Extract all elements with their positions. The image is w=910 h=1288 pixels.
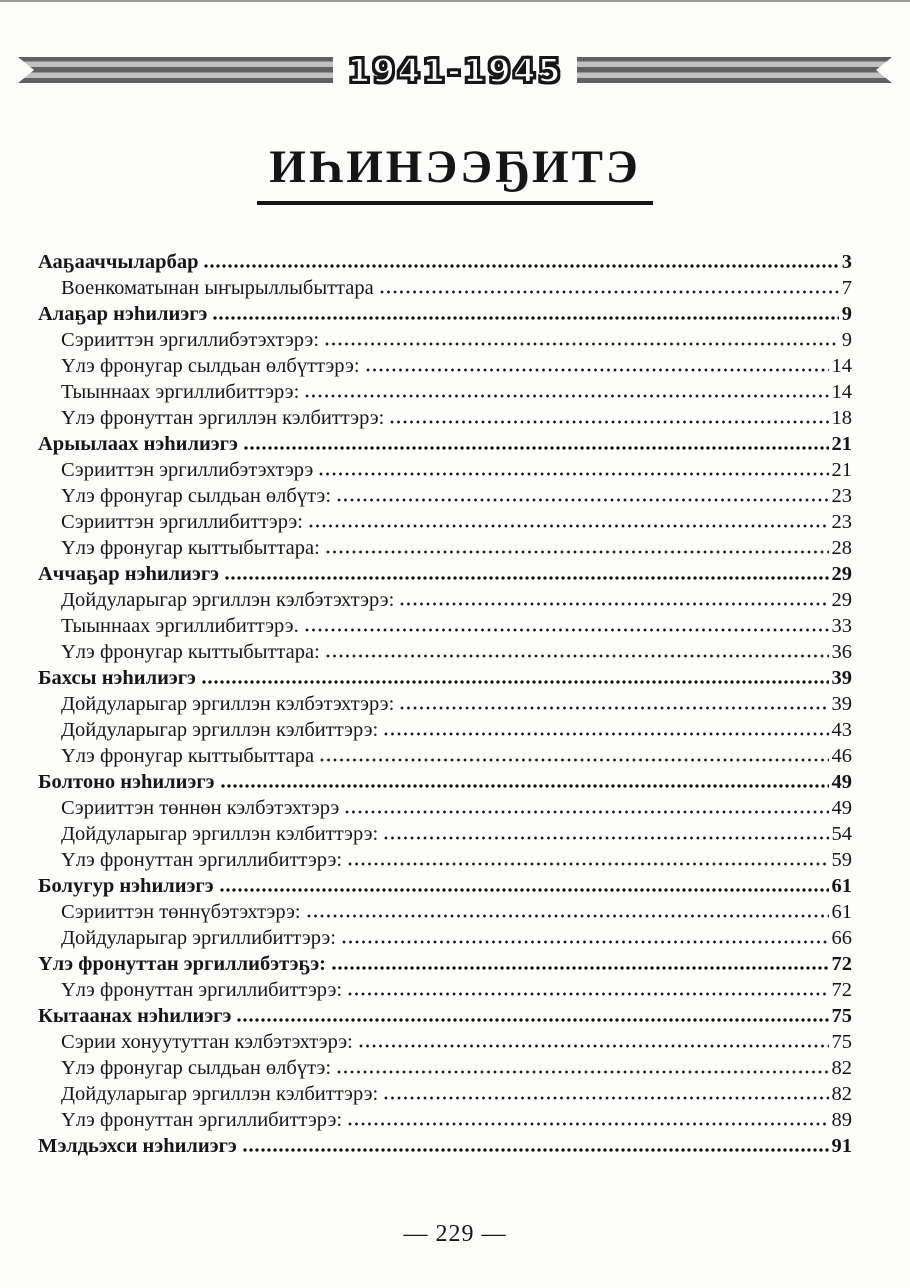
toc-entry-label: Сэрииттэн эргиллибиттэрэ: (61, 511, 303, 533)
toc-entry-page: 29 (831, 589, 852, 611)
dot-leader (366, 368, 829, 372)
toc-entry-page: 33 (831, 615, 852, 637)
toc-entry-label: Сэрииттэн төннөн кэлбэтэхтэрэ (61, 797, 340, 819)
toc-entry-page: 28 (831, 537, 852, 559)
toc-entry-label: Үлэ фронуттан эргиллибэтэҕэ: (38, 953, 327, 975)
title-block (0, 140, 910, 205)
toc-entry (38, 563, 852, 589)
toc-entry-page: 89 (831, 1109, 852, 1131)
dot-leader (332, 966, 828, 970)
toc-entry (38, 641, 852, 667)
toc-entry-label: Үлэ фронугар сылдьан өлбүтэ: (61, 1057, 332, 1079)
toc-entry (38, 1083, 852, 1109)
toc-entry-page: 21 (831, 459, 852, 481)
toc-entry (38, 927, 852, 953)
toc-entry-label: Үлэ фронугар кыттыбыттара (61, 745, 315, 767)
dot-leader (309, 524, 829, 528)
dot-leader (225, 576, 829, 580)
toc-entry (38, 719, 852, 745)
toc-entry-label: Арыылаах нэһилиэгэ (38, 433, 238, 455)
toc-entry-label: Сэрииттэн эргиллибэтэхтэрэ: (61, 329, 320, 351)
table-of-contents (38, 251, 852, 1161)
toc-entry-page: 66 (831, 927, 852, 949)
toc-entry (38, 277, 852, 303)
toc-entry-page: 61 (831, 901, 852, 923)
toc-entry-page: 39 (831, 693, 852, 715)
dot-leader (348, 992, 828, 996)
dot-leader (307, 914, 829, 918)
toc-entry (38, 797, 852, 823)
toc-entry-label: Үлэ фронугар сылдьан өлбүттэрэ: (61, 355, 360, 377)
toc-entry-label: Тыыннаах эргиллибиттэрэ. (61, 615, 299, 637)
toc-entry (38, 979, 852, 1005)
dot-leader (400, 602, 828, 606)
toc-entry (38, 407, 852, 433)
dot-leader (390, 420, 828, 424)
toc-entry-label: Сэрииттэн төннүбэтэхтэрэ: (61, 901, 301, 923)
dot-leader (384, 836, 828, 840)
toc-entry-page: 91 (831, 1135, 852, 1157)
dot-leader (342, 940, 829, 944)
ribbon-left-segment (18, 57, 333, 83)
page-title: ИҺИНЭЭҔИТЭ (257, 140, 653, 205)
toc-entry-page: 9 (841, 329, 852, 351)
toc-entry (38, 693, 852, 719)
toc-entry-page: 43 (831, 719, 852, 741)
toc-entry-page: 72 (831, 979, 852, 1001)
toc-entry (38, 485, 852, 511)
toc-entry-label: Дойдуларыгар эргиллэн кэлбиттэрэ: (61, 823, 379, 845)
toc-entry (38, 1057, 852, 1083)
dot-leader (244, 446, 829, 450)
toc-entry-page: 3 (841, 251, 852, 273)
dot-leader (305, 394, 828, 398)
toc-entry-page: 46 (831, 745, 852, 767)
toc-entry-label: Дойдуларыгар эргиллэн кэлбэтэхтэрэ: (61, 589, 395, 611)
toc-entry-page: 21 (831, 433, 852, 455)
toc-entry-page: 82 (831, 1083, 852, 1105)
dot-leader (243, 1148, 829, 1152)
dot-leader (319, 472, 828, 476)
toc-entry (38, 537, 852, 563)
toc-entry-label: Военкоматынан ыҥырыллыбыттара (61, 277, 374, 299)
toc-entry-label: Алаҕар нэһилиэгэ (38, 303, 208, 325)
toc-entry (38, 1005, 852, 1031)
toc-entry-label: Сэрииттэн эргиллибэтэхтэрэ (61, 459, 314, 481)
dot-leader (337, 1070, 828, 1074)
toc-entry (38, 901, 852, 927)
page-number: — 229 — (403, 1221, 507, 1247)
toc-entry-page: 29 (831, 563, 852, 585)
dot-leader (325, 342, 839, 346)
dot-leader (380, 290, 839, 294)
toc-entry-page: 9 (841, 303, 852, 325)
dot-leader (305, 628, 829, 632)
toc-entry (38, 1031, 852, 1057)
toc-entry-label: Тыыннаах эргиллибиттэрэ: (61, 381, 300, 403)
toc-entry-label: Үлэ фронугар кыттыбыттара: (61, 641, 320, 663)
toc-entry-label: Үлэ фронугар сылдьан өлбүтэ: (61, 485, 332, 507)
toc-entry-page: 49 (831, 797, 852, 819)
toc-entry (38, 381, 852, 407)
toc-entry-page: 82 (831, 1057, 852, 1079)
dot-leader (326, 550, 829, 554)
toc-entry-page: 36 (831, 641, 852, 663)
toc-entry-page: 7 (841, 277, 852, 299)
toc-entry (38, 823, 852, 849)
ribbon-years-label: 1941-1945 (347, 50, 563, 90)
dot-leader (348, 1122, 828, 1126)
toc-entry-label: Үлэ фронуттан эргиллибиттэрэ: (61, 979, 343, 1001)
toc-entry (38, 667, 852, 693)
toc-entry-label: Дойдуларыгар эргиллэн кэлбэтэхтэрэ: (61, 693, 395, 715)
toc-entry (38, 355, 852, 381)
toc-entry (38, 771, 852, 797)
toc-entry-label: Дойдуларыгар эргиллэн кэлбиттэрэ: (61, 1083, 379, 1105)
toc-entry-label: Мэлдьэхси нэһилиэгэ (38, 1135, 237, 1157)
toc-entry (38, 849, 852, 875)
toc-entry (38, 875, 852, 901)
toc-entry-page: 61 (831, 875, 852, 897)
toc-entry-page: 23 (831, 485, 852, 507)
toc-entry-page: 75 (831, 1005, 852, 1027)
toc-entry (38, 329, 852, 355)
toc-entry-page: 23 (831, 511, 852, 533)
dot-leader (359, 1044, 829, 1048)
ribbon-right-segment (577, 57, 892, 83)
toc-entry-label: Үлэ фронуттан эргиллибиттэрэ: (61, 849, 343, 871)
toc-entry (38, 953, 852, 979)
dot-leader (221, 784, 829, 788)
dot-leader (204, 264, 838, 268)
toc-entry (38, 433, 852, 459)
dot-leader (384, 1096, 828, 1100)
dot-leader (345, 810, 828, 814)
dot-leader (337, 498, 828, 502)
dot-leader (384, 732, 828, 736)
toc-entry (38, 511, 852, 537)
toc-entry (38, 303, 852, 329)
toc-entry-label: Болугур нэһилиэгэ (38, 875, 214, 897)
toc-entry-label: Дойдуларыгар эргиллэн кэлбиттэрэ: (61, 719, 379, 741)
toc-entry-label: Үлэ фронуттан эргиллибиттэрэ: (61, 1109, 343, 1131)
dot-leader (400, 706, 828, 710)
toc-entry (38, 745, 852, 771)
toc-entry-page: 39 (831, 667, 852, 689)
dot-leader (220, 888, 829, 892)
toc-entry-label: Сэрии хонуутуттан кэлбэтэхтэрэ: (61, 1031, 353, 1053)
dot-leader (237, 1018, 828, 1022)
toc-entry-label: Болтоно нэһилиэгэ (38, 771, 215, 793)
toc-entry-label: Аччаҕар нэһилиэгэ (38, 563, 219, 585)
toc-entry-label: Дойдуларыгар эргиллибиттэрэ: (61, 927, 336, 949)
toc-entry-label: Кытаанах нэһилиэгэ (38, 1005, 232, 1027)
toc-entry-page: 14 (831, 355, 852, 377)
toc-entry-page: 14 (831, 381, 852, 403)
dot-leader (202, 680, 829, 684)
toc-entry-label: Үлэ фронуттан эргиллэн кэлбиттэрэ: (61, 407, 385, 429)
toc-entry-page: 49 (831, 771, 852, 793)
toc-entry (38, 1109, 852, 1135)
dot-leader (326, 654, 829, 658)
toc-entry-label: Үлэ фронугар кыттыбыттара: (61, 537, 320, 559)
toc-entry-page: 72 (831, 953, 852, 975)
dot-leader (320, 758, 828, 762)
toc-entry-label: Ааҕааччыларбар (38, 251, 199, 273)
toc-entry (38, 589, 852, 615)
toc-entry-page: 54 (831, 823, 852, 845)
toc-entry-page: 75 (831, 1031, 852, 1053)
dot-leader (213, 316, 838, 320)
toc-entry (38, 615, 852, 641)
toc-entry-page: 59 (831, 849, 852, 871)
toc-entry (38, 251, 852, 277)
anniversary-ribbon-banner (0, 52, 910, 88)
toc-entry (38, 1135, 852, 1161)
toc-entry-label: Бахсы нэһилиэгэ (38, 667, 196, 689)
toc-entry (38, 459, 852, 485)
toc-entry-page: 18 (831, 407, 852, 429)
dot-leader (348, 862, 828, 866)
